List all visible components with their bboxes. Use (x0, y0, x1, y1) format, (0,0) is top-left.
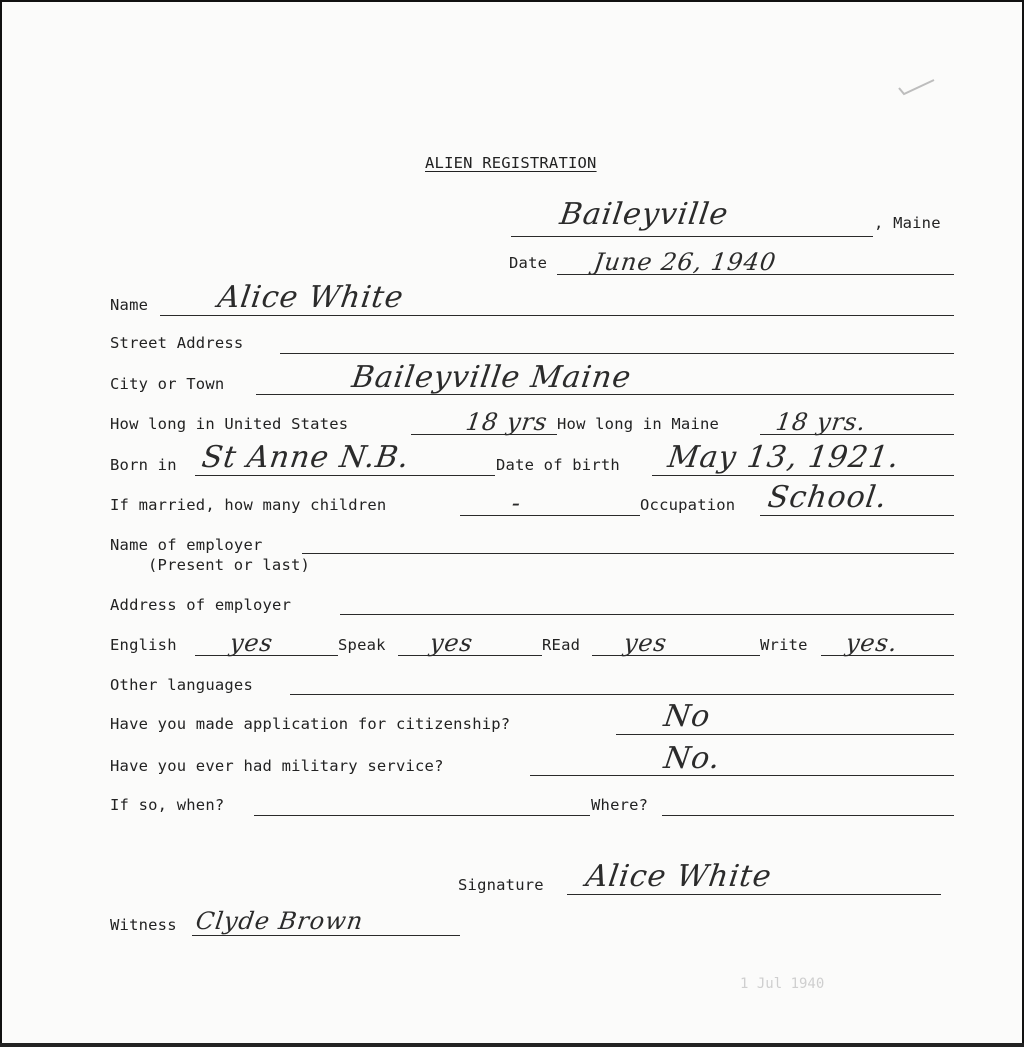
when-line (254, 815, 590, 816)
english-label: English (110, 636, 177, 654)
check-mark-icon (896, 74, 940, 98)
witness-entry: Clyde Brown (194, 907, 366, 935)
read-label: REad (542, 636, 581, 654)
city-entry: Baileyville Maine (349, 360, 634, 395)
occupation-label: Occupation (640, 496, 736, 514)
born-in-label: Born in (110, 456, 177, 474)
dob-line (652, 475, 954, 476)
born-in-entry: St Anne N.B. (199, 440, 412, 475)
dob-entry: May 13, 1921. (665, 440, 902, 475)
speak-entry: yes (428, 629, 476, 657)
town-line (511, 236, 873, 237)
employer-line (302, 553, 954, 554)
employer-address-line (340, 614, 954, 615)
citizenship-entry: No (661, 699, 713, 734)
citizenship-label: Have you made application for citizenship? (110, 715, 511, 733)
write-entry: yes. (844, 629, 900, 657)
employer-label: Name of employer (110, 536, 263, 554)
city-label: City or Town (110, 375, 225, 393)
page-bottom-edge (0, 1043, 1024, 1047)
other-lang-line (290, 694, 954, 695)
speak-label: Speak (338, 636, 386, 654)
name-entry: Alice White (215, 280, 407, 315)
if-so-when-label: If so, when? (110, 796, 225, 814)
born-in-line (195, 475, 495, 476)
faint-stamp: 1 Jul 1940 (740, 976, 825, 992)
married-label: If married, how many children (110, 496, 387, 514)
signature-label: Signature (458, 876, 544, 894)
witness-label: Witness (110, 916, 177, 934)
date-label: Date (509, 254, 548, 272)
employer-address-label: Address of employer (110, 596, 292, 614)
town-entry: Baileyville (557, 197, 731, 232)
signature-entry: Alice White (583, 859, 775, 894)
state-label: , Maine (874, 214, 941, 232)
military-entry: No. (661, 741, 723, 776)
form-title: ALIEN REGISTRATION (425, 154, 597, 172)
occupation-line (760, 515, 954, 516)
other-lang-label: Other languages (110, 676, 253, 694)
occupation-entry: School. (765, 480, 890, 515)
how-long-maine-label: How long in Maine (557, 415, 720, 433)
children-entry: - (510, 489, 524, 517)
how-long-maine-entry: 18 yrs. (774, 408, 869, 436)
children-line (460, 515, 640, 516)
dob-label: Date of birth (496, 456, 620, 474)
street-line (280, 353, 954, 354)
how-long-us-entry: 18 yrs (464, 408, 550, 436)
street-label: Street Address (110, 334, 244, 352)
english-entry: yes (228, 629, 276, 657)
where-label: Where? (591, 796, 649, 814)
military-line (530, 775, 954, 776)
how-long-us-label: How long in United States (110, 415, 349, 433)
date-entry: June 26, 1940 (592, 248, 779, 276)
military-label: Have you ever had military service? (110, 757, 444, 775)
where-line (662, 815, 954, 816)
citizenship-line (616, 734, 954, 735)
employer-sub-label: (Present or last) (148, 556, 311, 574)
read-entry: yes (622, 629, 670, 657)
name-line (160, 315, 954, 316)
read-line (592, 655, 760, 656)
write-label: Write (760, 636, 808, 654)
name-label: Name (110, 296, 149, 314)
signature-line (567, 894, 941, 895)
